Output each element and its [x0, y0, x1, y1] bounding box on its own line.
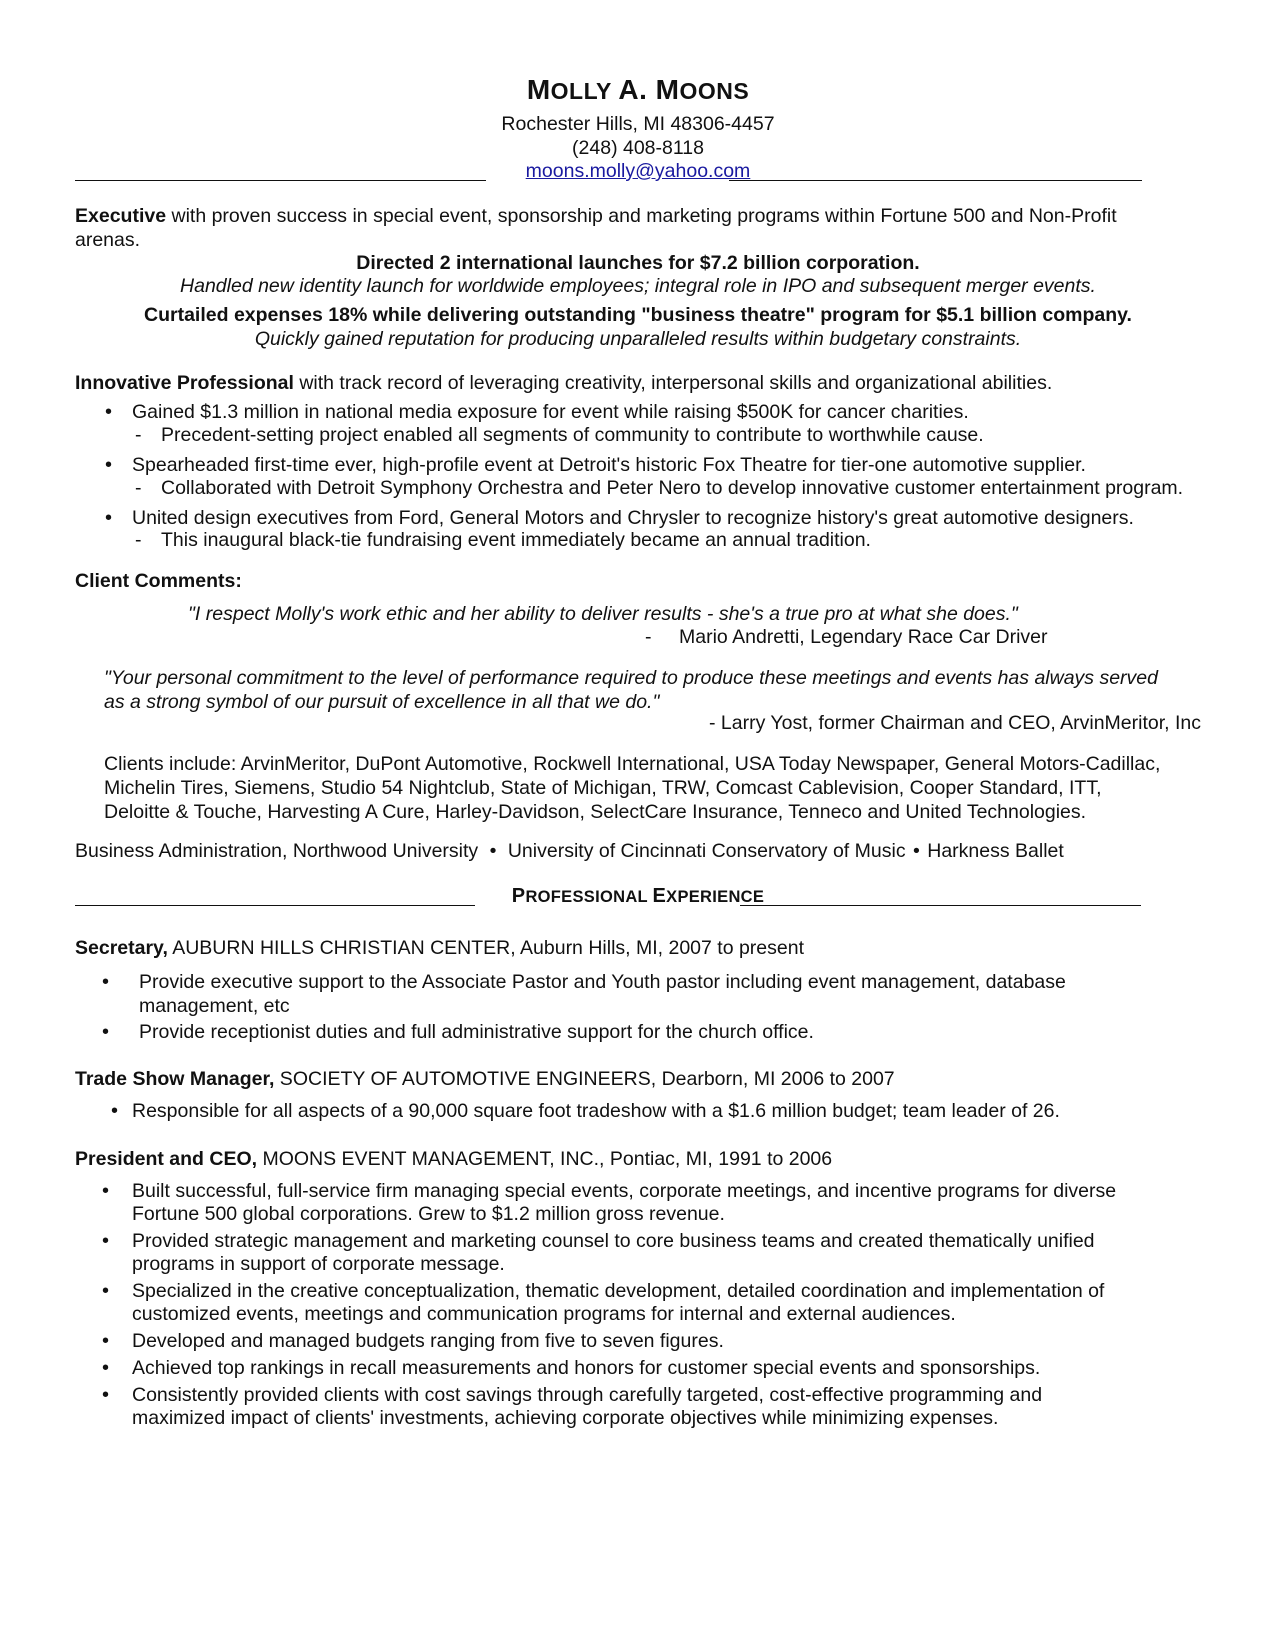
innovative-item	[75, 506, 1201, 530]
job-bullet: • Developed and managed budgets ranging from five to seven figures.	[102, 1330, 724, 1352]
quote-1-author-text: Mario Andretti, Legendary Race Car Driver	[679, 626, 1048, 648]
job-bullet: • Provide receptionist duties and full administrative support for the church office.	[102, 1021, 814, 1043]
innovative-subitem-text: Collaborated with Detroit Symphony Orchestra and Peter Nero to develop innovative customer entertainment program.	[161, 477, 1184, 499]
bullet-icon: •	[102, 1230, 110, 1252]
innovative-subitem	[75, 423, 1201, 447]
summary-highlight-1: Directed 2 international launches for $7.2 billion corporation.	[356, 252, 920, 274]
innovative-subitem	[75, 528, 1201, 552]
bullet-icon: •	[102, 1384, 110, 1406]
bullet-icon: •	[105, 454, 113, 476]
experience-heading-row	[75, 885, 1201, 915]
quote-2: "Your personal commitment to the level of performance required to produce these meetings and events has always served as a strong symbol of our pursuit of excellence in all that we do."	[104, 667, 1158, 713]
clients-list: Clients include: ArvinMeritor, DuPont Automotive, Rockwell International, USA Today Newspaper, General Motors-Cadillac, Michelin Tires, Siemens, Studio 54 Nightclub, State of Michigan, TRW, Comcast Cablevision, Cooper Standard, ITT, Deloitte & Touche, Harvesting A Cure, Harley-Davidson, SelectCare Insurance, Tenneco and United Technologies.	[104, 753, 1161, 823]
job-bullet: • Provide executive support to the Associate Pastor and Youth pastor including event management, database management, etc	[102, 971, 1066, 1017]
job-bullet: • Provided strategic management and marketing counsel to core business teams and created thematically unified programs in support of corporate message.	[102, 1230, 1095, 1275]
bullet-icon: •	[111, 1100, 119, 1122]
bullet-icon: •	[102, 1280, 110, 1302]
summary-lead: Executive with proven success in special event, sponsorship and marketing programs within Fortune 500 and Non-Profit arenas.	[75, 205, 1117, 251]
innovative-item-text: Spearheaded first-time ever, high-profile event at Detroit's historic Fox Theatre for tier-one automotive supplier.	[132, 454, 1086, 476]
job-title-line: Trade Show Manager, SOCIETY OF AUTOMOTIVE ENGINEERS, Dearborn, MI 2006 to 2007	[75, 1068, 895, 1090]
innovative-subitem-text: This inaugural black-tie fundraising event immediately became an annual tradition.	[161, 529, 871, 551]
quote-2-author: - Larry Yost, former Chairman and CEO, ArvinMeritor, Inc	[708, 712, 1201, 734]
summary-highlight-2: Curtailed expenses 18% while delivering outstanding "business theatre" program for $5.1 billion company.	[144, 304, 1132, 326]
innovative-item-text: United design executives from Ford, General Motors and Chrysler to recognize history's great automotive designers.	[132, 507, 1134, 529]
bullet-icon: •	[105, 507, 113, 529]
innovative-lead: Innovative Professional with track record of leveraging creativity, interpersonal skills and organizational abilities.	[75, 372, 1053, 394]
job-title-line: President and CEO, MOONS EVENT MANAGEMENT, INC., Pontiac, MI, 1991 to 2006	[75, 1148, 833, 1170]
job-bullet: • Built successful, full-service firm managing special events, corporate meetings, and incentive programs for diverse Fortune 500 global corporations. Grew to $1.2 million gross revenue.	[102, 1180, 1117, 1225]
header-divider-right	[729, 180, 1142, 181]
summary-highlight-1-detail: Handled new identity launch for worldwide employees; integral role in IPO and subsequent merger events.	[180, 275, 1096, 297]
client-comments-heading: Client Comments:	[75, 570, 242, 592]
address: Rochester Hills, MI 48306-4457	[501, 113, 775, 135]
job-bullet: • Responsible for all aspects of a 90,000 square foot tradeshow with a $1.6 million budget; team leader of 26.	[111, 1100, 1060, 1122]
innovative-item-text: Gained $1.3 million in national media exposure for event while raising $500K for cancer charities.	[132, 401, 969, 423]
email-link[interactable]: moons.molly@yahoo.com	[525, 160, 751, 182]
separator-dot-icon: •	[913, 840, 920, 862]
dash-icon: -	[135, 529, 142, 551]
bullet-icon: •	[102, 1357, 110, 1379]
summary-highlight-2-detail: Quickly gained reputation for producing unparalleled results within budgetary constraints.	[254, 328, 1022, 350]
quote-1: "I respect Molly's work ethic and her ability to deliver results - she's a true pro at what she does."	[188, 603, 1018, 625]
innovative-subitem-text: Precedent-setting project enabled all segments of community to contribute to worthwhile cause.	[161, 424, 984, 446]
email-row	[75, 160, 1201, 186]
experience-divider-right	[740, 905, 1141, 906]
innovative-item	[75, 453, 1201, 477]
education-item: Business Administration, Northwood University	[75, 840, 479, 862]
bullet-icon: •	[102, 1021, 110, 1043]
experience-heading: PROFESSIONAL EXPERIENCE	[511, 885, 765, 907]
bullet-icon: •	[102, 971, 110, 993]
bullet-icon: •	[102, 1330, 110, 1352]
bullet-icon: •	[102, 1180, 110, 1202]
job-bullet: • Achieved top rankings in recall measurements and honors for customer special events and sponsorships.	[102, 1357, 1041, 1379]
education-line	[75, 839, 1201, 863]
job-bullet: • Specialized in the creative conceptualization, thematic development, detailed coordination and implementation of customized events, meetings and communication programs for internal and external audiences.	[102, 1280, 1105, 1325]
dash-icon: -	[135, 477, 142, 499]
job-bullet: • Consistently provided clients with cost savings through carefully targeted, cost-effective programming and maximized impact of clients' investments, achieving corporate objectives while minimizing expenses.	[102, 1384, 1043, 1429]
dash-icon: -	[135, 424, 142, 446]
innovative-item	[75, 400, 1201, 424]
separator-dot-icon: •	[489, 840, 497, 862]
education-item: Harkness Ballet	[927, 840, 1064, 862]
candidate-name: MOLLY A. MOONS	[526, 74, 750, 105]
job-title-line: Secretary, AUBURN HILLS CHRISTIAN CENTER, Auburn Hills, MI, 2007 to present	[75, 937, 805, 959]
bullet-icon: •	[105, 401, 113, 423]
education-item: University of Cincinnati Conservatory of Music	[507, 840, 906, 862]
phone: (248) 408-8118	[572, 137, 704, 159]
innovative-subitem	[75, 476, 1201, 500]
